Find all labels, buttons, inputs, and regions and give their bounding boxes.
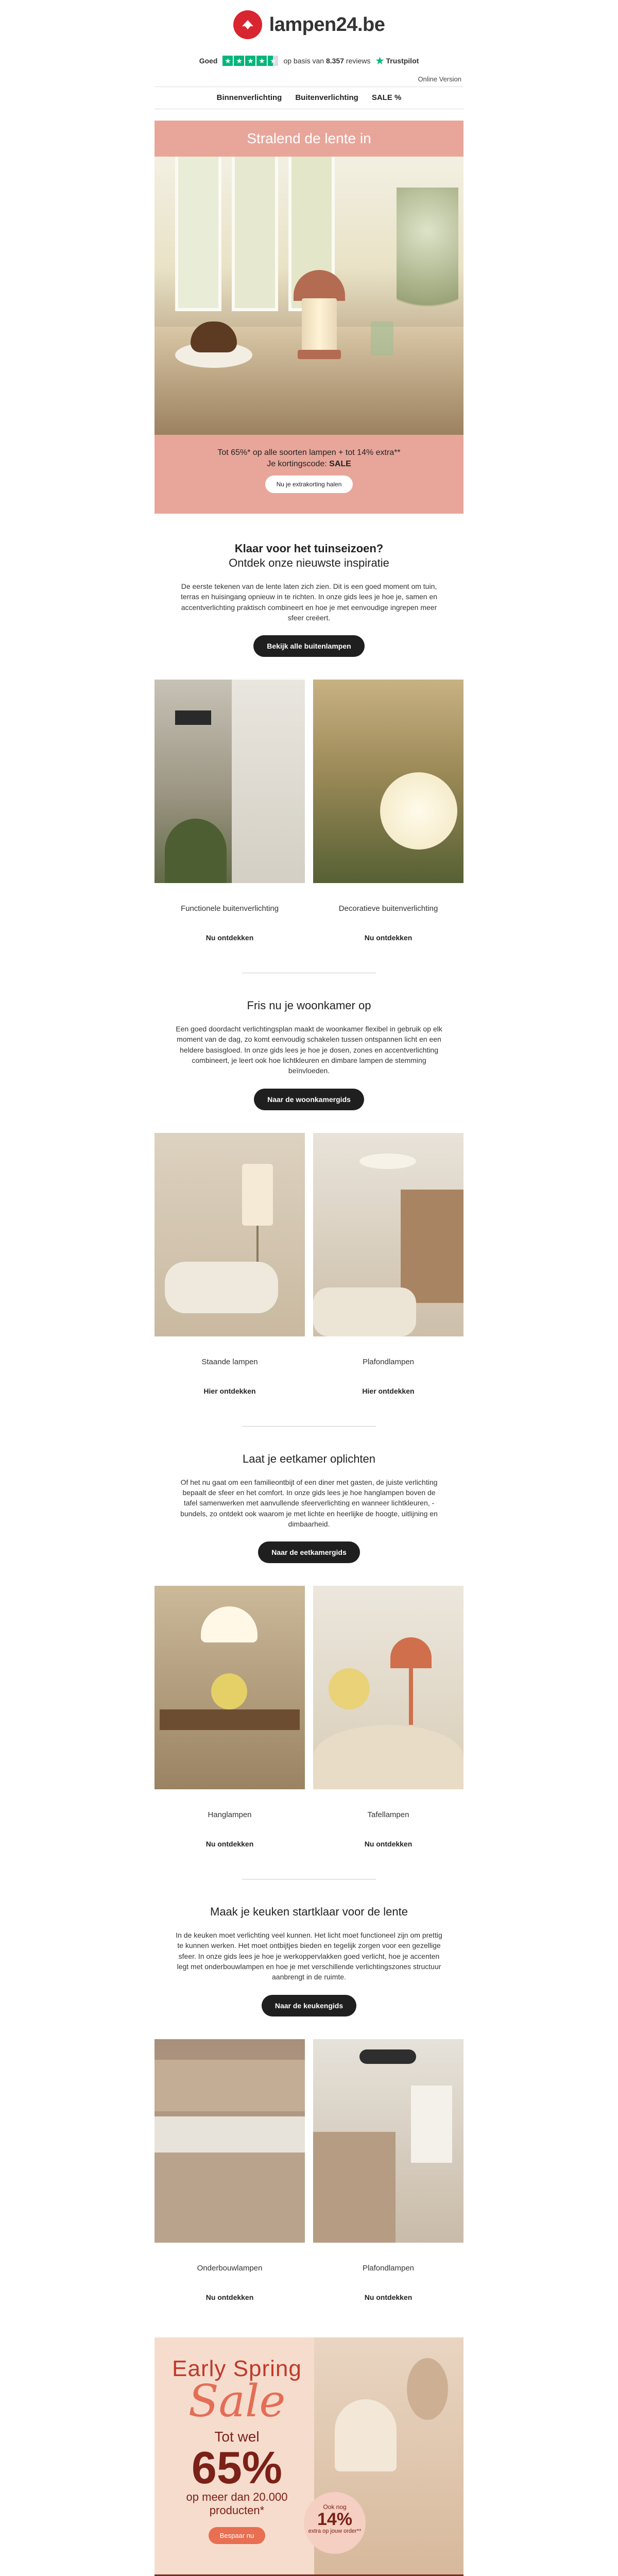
- sale-sub2: producten*: [209, 2504, 265, 2517]
- sofa: [165, 1262, 278, 1313]
- sale-word: Sale: [188, 2375, 286, 2427]
- hero-text: [154, 435, 464, 514]
- card-link[interactable]: Nu ontdekken: [205, 934, 254, 942]
- section-garden-body: De eerste tekenen van de lente laten zich zien. Dit is een goed moment om tuin, terras en huisingang opnieuw in te richten. In onze gids lees je hoe je, samen en accentverlichting praktisch combineert en hoe je met eenvoudige ingrepen meer sfeer creëert.: [180, 582, 438, 622]
- card-kitchen-ceiling-lamps[interactable]: [313, 2039, 464, 2301]
- sale-early: Early Spring: [172, 2355, 302, 2381]
- card-image[interactable]: [154, 680, 305, 883]
- window: [411, 2086, 452, 2163]
- section-garden-title: Klaar voor het tuinseizoen?: [234, 542, 384, 555]
- card-image[interactable]: [154, 1133, 305, 1336]
- living-cards: [154, 1133, 464, 1395]
- reviews-prefix: op basis van: [283, 57, 324, 65]
- section-dining-title: Laat je eetkamer oplichten: [242, 1452, 376, 1465]
- badge-percent: 14%: [317, 2509, 353, 2529]
- card-under-cabinet-lamps[interactable]: [154, 2039, 305, 2301]
- globe-lamp: [380, 772, 457, 850]
- lamp-body: [302, 298, 337, 352]
- section-garden-subtitle: Ontdek onze nieuwste inspiratie: [229, 556, 389, 569]
- card-decorative-outdoor[interactable]: [313, 680, 464, 942]
- shelf: [401, 1190, 464, 1303]
- table-lamp-shade: [390, 1637, 432, 1668]
- card-label: Functionele buitenverlichting: [180, 904, 279, 913]
- card-link[interactable]: Nu ontdekken: [364, 1840, 413, 1849]
- window-frame: [232, 157, 278, 311]
- reviews-count: 8.357: [325, 57, 345, 65]
- hero-banner[interactable]: [154, 121, 464, 514]
- kitchen-island: [313, 2132, 396, 2243]
- bread: [191, 321, 237, 352]
- card-label: Plafondlampen: [362, 1357, 415, 1366]
- card-ceiling-lamps[interactable]: [313, 1133, 464, 1395]
- discount-code-strip: [154, 2574, 464, 2576]
- card-link[interactable]: Nu ontdekken: [205, 1840, 254, 1849]
- trustpilot-star-icon: ★: [375, 55, 384, 66]
- kitchen-cards: [154, 2039, 464, 2301]
- card-label: Hanglampen: [208, 1810, 252, 1820]
- sale-button[interactable]: Bespaar nu: [209, 2527, 266, 2544]
- half-star-icon: ★: [268, 56, 278, 66]
- card-link[interactable]: Hier ontdekken: [362, 1386, 415, 1395]
- garden-cta-button[interactable]: Bekijk alle buitenlampen: [253, 635, 364, 657]
- section-kitchen: [154, 1879, 464, 2301]
- house-wall: [232, 680, 305, 883]
- shrub: [165, 819, 227, 883]
- brand-name: lampen24.be: [269, 13, 385, 36]
- extra-discount-badge: [304, 2492, 366, 2554]
- flowers: [211, 1673, 247, 1709]
- card-link[interactable]: Nu ontdekken: [205, 2293, 254, 2301]
- trustpilot-logo: [375, 56, 419, 66]
- rating-word: Goed: [199, 57, 218, 65]
- card-image[interactable]: [313, 1586, 464, 1789]
- card-label: Tafellampen: [367, 1810, 409, 1820]
- badge-bottom: extra op jouw order**: [308, 2528, 362, 2534]
- hero-title: Stralend de lente in: [247, 130, 371, 146]
- card-link[interactable]: Nu ontdekken: [364, 2293, 413, 2301]
- ceiling-lamp: [359, 1154, 416, 1169]
- card-image[interactable]: [313, 1133, 464, 1336]
- hero-line2: [165, 459, 453, 470]
- section-living-body: Een goed doordacht verlichtingsplan maakt de woonkamer flexibel in gebruik op elk moment van de dag, zo komt eenvoudig schakelen tussen ontspannen licht en een heldere basisgloed. In onze gids lees je hoe je dosen, zones en accentverlichting combineert, je leert ook hoe lichtkleuren en dimbare lampen de stemming beïnvloeden.: [176, 1025, 442, 1075]
- window-frame: [175, 157, 221, 311]
- round-table: [313, 1725, 464, 1789]
- hero-cta-button[interactable]: Nu je extrakorting halen: [265, 476, 353, 493]
- hero-image[interactable]: [154, 157, 464, 435]
- section-dining-body: Of het nu gaat om een familieontbijt of een diner met gasten, de juiste verlichting bepaalt de sfeer en het comfort. In onze gids lees je hoe hanglampen boven de tafel samenwerken met aanvullende sfeerverlichting en wanneer lichtkleuren, -bundels, zo ontdekt ook waarom je met lichte en heerlijke de hoogte, uitlijning en dimbaarheid.: [180, 1478, 438, 1528]
- card-table-lamps[interactable]: [313, 1586, 464, 1848]
- card-label: Staande lampen: [201, 1357, 258, 1366]
- badge-top: Ook nog: [323, 2503, 347, 2511]
- card-pendant-lamps[interactable]: [154, 1586, 305, 1848]
- sale-percent: 65%: [191, 2442, 283, 2493]
- section-living: [154, 973, 464, 1426]
- dining-cta-button[interactable]: Naar de eetkamergids: [258, 1541, 360, 1563]
- vase: [335, 2399, 397, 2471]
- dining-table: [160, 1709, 300, 1730]
- section-garden: [154, 514, 464, 973]
- brand-logo-icon: [233, 10, 262, 39]
- trustpilot-name: Trustpilot: [386, 57, 419, 65]
- section-kitchen-title: Maak je keuken startklaar voor de lente: [210, 1905, 408, 1919]
- card-image[interactable]: [154, 1586, 305, 1789]
- nav-binnenverlichting[interactable]: Binnenverlichting: [216, 93, 282, 102]
- wall-lamp: [175, 710, 211, 725]
- star-icon: ★: [245, 56, 255, 66]
- sofa: [313, 1287, 416, 1336]
- top-nav: [154, 87, 464, 109]
- table-lamp-stem: [409, 1668, 413, 1725]
- card-image[interactable]: [313, 680, 464, 883]
- section-dining: [154, 1427, 464, 1879]
- sale-tot-wel: Tot wel: [214, 2429, 260, 2445]
- sale-sub1: op meer dan 20.000: [186, 2490, 288, 2503]
- lower-cabinets: [154, 2153, 305, 2243]
- trustpilot-row[interactable]: [154, 49, 464, 72]
- branch: [407, 2358, 448, 2420]
- floor-lamp-shade: [242, 1164, 273, 1226]
- nav-sale[interactable]: SALE %: [371, 93, 402, 102]
- early-spring-sale-banner[interactable]: [154, 2337, 464, 2574]
- online-version-link[interactable]: Online Version: [418, 75, 461, 83]
- hero-code-prefix: Je kortingscode:: [267, 459, 330, 468]
- star-icon: ★: [256, 56, 267, 66]
- card-label: Plafondlampen: [362, 2263, 415, 2273]
- upper-cabinets: [154, 2060, 305, 2111]
- flower-bouquet: [397, 188, 458, 332]
- card-link[interactable]: Hier ontdekken: [203, 1386, 256, 1395]
- section-living-title: Fris nu je woonkamer op: [247, 999, 371, 1012]
- card-label: Decoratieve buitenverlichting: [338, 904, 438, 913]
- star-icon: ★: [234, 56, 244, 66]
- living-cta-button[interactable]: Naar de woonkamergids: [254, 1089, 364, 1110]
- email-container: [154, 0, 464, 2576]
- kitchen-cta-button[interactable]: Naar de keukengids: [262, 1995, 356, 2016]
- flowers: [329, 1668, 370, 1709]
- sale-text: [154, 2337, 319, 2574]
- hero-code: SALE: [329, 459, 351, 468]
- pendant-lamp: [201, 1606, 258, 1642]
- spot-lamp: [359, 2049, 416, 2064]
- backsplash: [154, 2116, 305, 2153]
- glass: [371, 321, 393, 355]
- dining-cards: [154, 1586, 464, 1848]
- hero-line1: Tot 65%* op alle soorten lampen + tot 14% extra**: [217, 448, 401, 457]
- reviews-text: [283, 57, 370, 65]
- section-kitchen-body: In de keuken moet verlichting veel kunnen. Het licht moet functioneel zijn om prettig te kunnen werken. Het moet ontbijtjes bieden en tegelijk zorgen voor een gezellige sfeer. In onze gids lees je hoe je werkoppervlakken goed verlicht, hoe je accenten legt met onderbouwlampen en hoe je met verschillende verlichtingszones structuur aanbrengt in de ruimte.: [176, 1931, 442, 1981]
- card-link[interactable]: Nu ontdekken: [364, 934, 413, 942]
- reviews-suffix: reviews: [346, 57, 371, 65]
- card-label: Onderbouwlampen: [197, 2263, 263, 2273]
- rating-stars: [222, 56, 278, 66]
- star-icon: ★: [222, 56, 233, 66]
- card-floor-lamps[interactable]: [154, 1133, 305, 1395]
- nav-buitenverlichting[interactable]: Buitenverlichting: [295, 93, 358, 102]
- logo-row[interactable]: [154, 0, 464, 49]
- garden-cards: [154, 680, 464, 942]
- lamp-base: [298, 350, 341, 359]
- card-functional-outdoor[interactable]: [154, 680, 305, 942]
- card-image[interactable]: [313, 2039, 464, 2243]
- card-image[interactable]: [154, 2039, 305, 2243]
